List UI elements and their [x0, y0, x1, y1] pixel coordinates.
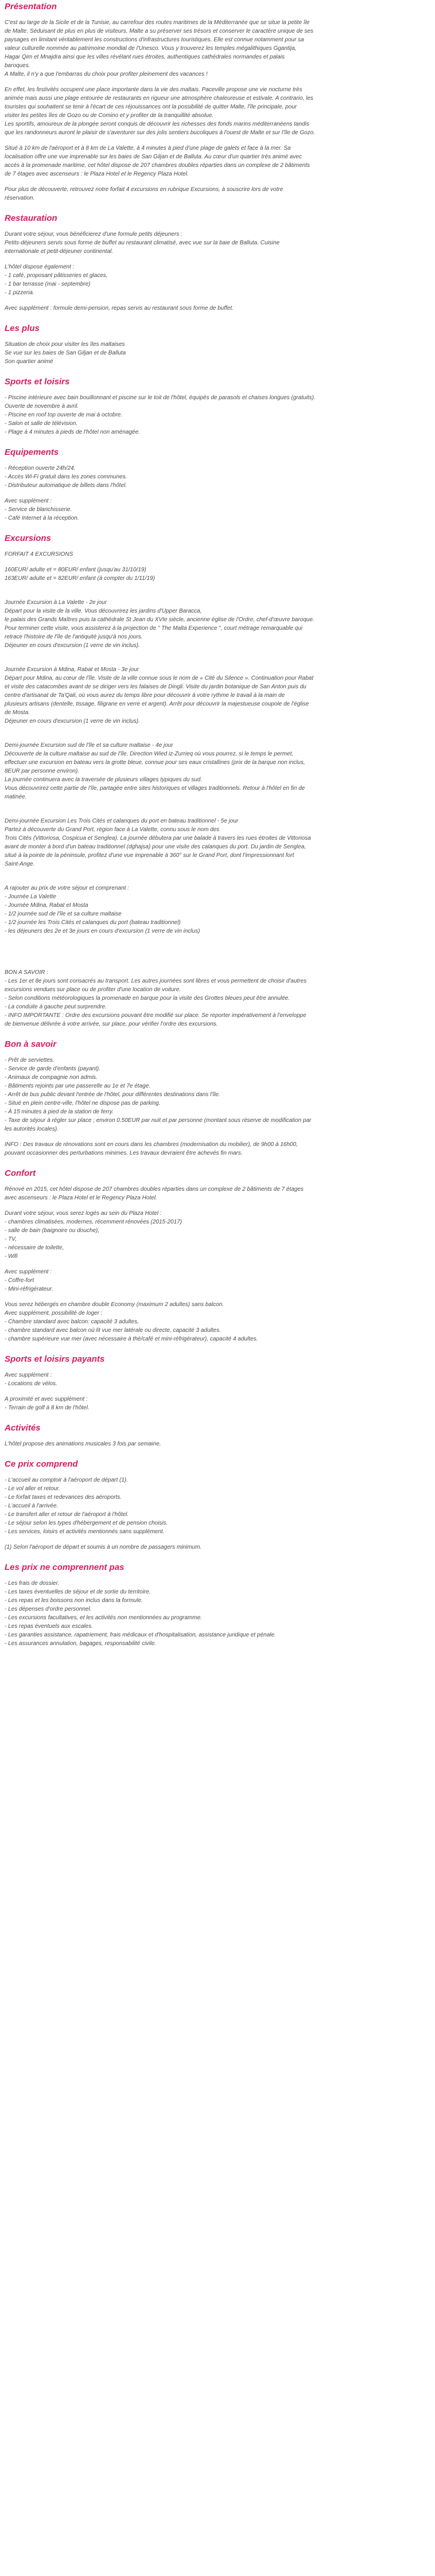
text-line: - Service de blanchisserie. — [5, 506, 72, 513]
paragraph — [5, 875, 429, 936]
text-line: et visite des catacombes avant de se diriger vers les falaises de Dingli. Visite du jardin botanique de San Anton puis du — [5, 684, 306, 690]
text-line: 8EUR par personne environ). — [5, 768, 80, 774]
text-line: - Les 1er et 8e jours sont consacrés au transport. Les autres journées sont libres et vous permettent de choisir d'autres — [5, 978, 307, 984]
text-line: touristes qui souhaitent se tenir à l'écart de ces réjouissances ont la possibilité de quitter Malte, l'île principale, pour — [5, 104, 297, 110]
text-line: que les randonneurs auront le plaisir de s'aventurer sur des jolis sentiers bucoliques à l'ouest de Malte et sur l'île de Gozo. — [5, 130, 316, 136]
text-line: paysages en limitant véritablement les constructions d'infrastructures touristiques. Elle est connue notamment pour sa — [5, 37, 304, 43]
text-line: avec ascenseurs : le Plaza Hotel et le Regency Plaza Hotel. — [5, 1195, 157, 1201]
text-line: Déjeuner en cours d'excursion (1 verre de vin inclus). — [5, 642, 140, 649]
section-title: Ce prix comprend — [5, 1459, 78, 1469]
text-line: - Locations de vélos. — [5, 1381, 57, 1387]
text-line: - Terrain de golf à 8 km de l'hôtel. — [5, 1405, 90, 1411]
text-line: - TV, — [5, 1236, 17, 1242]
text-line: Avec supplément : — [5, 498, 52, 504]
text-line: Journée Excursion à La Valette - 2e jour — [5, 599, 107, 606]
section-title: Restauration — [5, 213, 57, 223]
text-line: - Le transfert aller et retour de l'aéroport à l'hôtel. — [5, 1511, 129, 1518]
text-line: - chambre standard avec balcon où lit vue mer latérale ou directe, capacité 3 adultes. — [5, 1327, 221, 1334]
text-line: - 1/2 journée sud de l'île et sa culture maltaise — [5, 911, 122, 917]
text-line: animée mais aussi une plage entourée de restaurants en rigueur une atmosphère chaleureuse et estivale. A contrario, les — [5, 95, 313, 102]
text-line: Situation de choix pour visiter les îles maltaises — [5, 341, 125, 348]
text-line: Déjeuner en cours d'excursion (1 verre de vin inclus). — [5, 718, 140, 724]
blank-line — [5, 657, 429, 665]
text-line: A Malte, il n'y a que l'embarras du choix pour profiter pleinement des vacances ! — [5, 71, 208, 77]
text-line: - Chambre standard avec balcon: capacité 3 adultes, — [5, 1319, 139, 1325]
text-line: - chambre supérieure vue mer (avec nécessaire à thé/café et mini-réfrigérateur), capacité 4 adultes. — [5, 1336, 258, 1342]
text-line: - Wifi — [5, 1253, 18, 1260]
section-title: Confort — [5, 1168, 36, 1178]
text-line: INFO : Des travaux de rénovations sont en cours dans les chambres (modernisation du mobilier), de 9h00 à 16h00, — [5, 1141, 298, 1148]
section-title: Sports et loisirs — [5, 377, 70, 387]
paragraph — [5, 566, 429, 583]
paragraph — [5, 1579, 429, 1648]
text-line: excursions vendues sur place ou de profiter d'une location de voiture. — [5, 987, 181, 993]
section-confort — [5, 1168, 429, 1343]
paragraph — [5, 304, 429, 313]
text-line: - salle de bain (baignoire ou douche), — [5, 1227, 100, 1234]
paragraph — [5, 1185, 429, 1202]
section-title: Sports et loisirs payants — [5, 1354, 105, 1364]
section-title: Activités — [5, 1423, 41, 1433]
section-title: Equipements — [5, 447, 59, 457]
text-line: Pour terminer cette visite, vous assisterez à la projection de " The Malta Experience ", court métrage remarquable qui — [5, 625, 303, 632]
blank-line — [5, 960, 429, 968]
section-ce-prix-comprend — [5, 1459, 429, 1552]
text-line: C'est au large de la Sicile et de la Tunisie, au carrefour des routes maritimes de la Méditerranée que se situe la petite île — [5, 20, 310, 26]
section-activites — [5, 1423, 429, 1448]
text-line: effectuer une excursion en bateau vers la grotte bleue, connue pour ses eaux cristallines (prix de la barque non inclus, — [5, 759, 305, 766]
text-line: - Bâtiments rejoints par une passerelle au 1e et 7e étage. — [5, 1083, 151, 1089]
paragraph — [5, 732, 429, 801]
paragraph — [5, 590, 429, 650]
text-line: 160EUR/ adulte et = 80EUR/ enfant (jusqu'au 31/10/19) — [5, 567, 146, 573]
text-line: - Les taxes éventuelles de séjour et de sortie du territoire. — [5, 1589, 151, 1595]
text-line: Avec supplément, possibilité de loger : — [5, 1310, 103, 1316]
text-line: - Les garanties assistance, rapatriement, frais médicaux et d'hospitalisation, assistance juridique et pénale. — [5, 1632, 276, 1638]
text-line: situé à la pointe de la péninsule, profitez d'une vue imprenable à 360° sur le Grand Port, dont l'impressionnant fort — [5, 852, 294, 859]
paragraph — [5, 1543, 429, 1552]
text-line: Les sportifs, amoureux de la plongée seront conquis de découvrir les richesses des fonds marins méditerranéens tandis — [5, 121, 309, 127]
paragraph — [5, 550, 429, 559]
text-line: En effet, les festivités occupent une place importante dans la vie des maltais. Paceville propose une vie nocturne très — [5, 87, 302, 93]
paragraph — [5, 464, 429, 490]
text-line: - Arrêt de bus public devant l'entrée de l'hôtel, pour différentes destinations dans l'île. — [5, 1092, 220, 1098]
text-line: - 1/2 journée les Trois Cités et calanques du port (bateau traditionnel) — [5, 919, 181, 926]
text-line: visiter les petites îles de Gozo ou de Comino et y profiter de la tranquillité absolue. — [5, 112, 214, 119]
text-line: Rénové en 2015, cet hôtel dispose de 207 chambres doubles réparties dans un complexe de 2 bâtiments de 7 étages — [5, 1186, 304, 1192]
paragraph — [5, 1476, 429, 1536]
text-line: - INFO IMPORTANTE : Ordre des excursions pouvant être modifié sur place. Se reporter impérativement à l'enveloppe — [5, 1012, 306, 1019]
text-line: Son quartier animé — [5, 358, 53, 365]
paragraph — [5, 1056, 429, 1133]
text-line: BON A SAVOIR : — [5, 969, 48, 976]
text-line: Vous découvrirez cette partie de l'île, partagée entre sites historiques et villages traditionnels. Retour à l'hôtel en fin de — [5, 785, 305, 792]
text-line: - Prêt de serviettes. — [5, 1057, 55, 1063]
section-sports-et-loisirs-payants — [5, 1354, 429, 1412]
text-line: FORFAIT 4 EXCURSIONS — [5, 551, 73, 558]
text-line: Durant votre séjour, vous serez logés au sein du Plaza Hotel : — [5, 1210, 162, 1217]
text-line: - les déjeuners des 2e et 3e jours en cours d'excursion (1 verre de vin inclus) — [5, 928, 200, 934]
text-line: Demi-journée Excursion Les Trois Cités et calanques du port en bateau traditionnel - 5e jour — [5, 818, 239, 824]
text-line: - 1 pizzeria. — [5, 290, 34, 296]
text-line: accès à la promenade maritime, cet hôtel dispose de 207 chambres doubles réparties dans un complexe de 2 bâtiments — [5, 162, 310, 169]
text-line: Se vue sur les baies de San Giljan et de Balluta — [5, 350, 126, 356]
paragraph — [5, 1371, 429, 1388]
text-line: localisation offre une vue imprenable sur les baies de San Giljan et de Balluta. Au cœur d'un quartier très animé avec — [5, 154, 302, 160]
text-line: Découverte de la culture maltaise au sud de l'île. Direction Wied iz-Zurrieq où vous pourrez, si le temps le permet, — [5, 751, 294, 757]
text-line: Demi-journée Excursion sud de l'île et sa culture maltaise - 4e jour — [5, 742, 173, 749]
section-bon-a-savoir — [5, 1039, 429, 1158]
text-line: réservation. — [5, 195, 35, 201]
text-line: - Journée Mdina, Rabat et Mosta — [5, 902, 88, 909]
text-line: - Mini-réfrigérateur. — [5, 1286, 53, 1292]
text-line: Situé à 10 km de l'aéroport et à 8 km de La Valette, à 4 minutes à pied d'une plage de galets et face à la mer. Sa — [5, 145, 291, 151]
text-line: - Plage à 4 minutes à pieds de l'hôtel non aménagée. — [5, 429, 140, 435]
text-line: Trois Cités (Vittoriosa, Cospicua et Senglea). La journée débutera par une balade à travers les rues étroites de Vittoriosa — [5, 835, 311, 841]
text-line: - Coffre-fort — [5, 1277, 34, 1284]
text-line: - Piscine en roof top ouverte de mai à octobre. — [5, 412, 123, 418]
text-line: Avec supplément : — [5, 1372, 52, 1378]
text-line: retrace l'histoire de l'île de l'antiquité jusqu'à nos jours. — [5, 634, 143, 640]
paragraph — [5, 808, 429, 868]
text-line: L'hôtel dispose également : — [5, 264, 75, 270]
text-line: Journée Excursion à Mdina, Rabat et Mosta - 3e jour — [5, 667, 139, 673]
text-line: centre d'artisanat de Ta'Qali, où vous aurez du temps libre pour découvrir à votre rythme le travail à la main de — [5, 692, 285, 699]
section-title: Les plus — [5, 324, 40, 333]
text-line: - Les repas éventuels aux escales. — [5, 1623, 93, 1630]
section-les-plus — [5, 323, 429, 366]
paragraph — [5, 18, 429, 79]
text-line: - Accès Wi-Fi gratuit dans les zones communes. — [5, 474, 127, 480]
paragraph — [5, 497, 429, 523]
text-line: les autorités locales). — [5, 1126, 59, 1132]
text-line: - Situé en plein centre-ville, l'hôtel ne dispose pas de parking. — [5, 1100, 161, 1106]
text-line: - Les dépenses d'ordre personnel. — [5, 1606, 92, 1612]
text-line: Vous serez hébergés en chambre double Economy (maximum 2 adultes) sans balcon. — [5, 1301, 224, 1308]
paragraph — [5, 1440, 429, 1448]
text-line: (1) Selon l'aéroport de départ et soumis à un nombre de passagers minimum. — [5, 1544, 202, 1550]
text-line: - Les assurances annulation, bagages, responsabilité civile. — [5, 1640, 157, 1647]
text-line: - À 15 minutes à pied de la station de ferry. — [5, 1109, 114, 1115]
text-line: Avec supplément : formule demi-pension, repas servis au restaurant sous forme de buffet. — [5, 305, 234, 311]
text-line: de Mosta. — [5, 710, 30, 716]
text-line: - Journée La Valette — [5, 894, 56, 900]
section-title: Présentation — [5, 2, 57, 11]
text-line: - 1 café, proposant pâtisseries et glaces, — [5, 272, 108, 279]
text-line: - Salon et salle de télévision. — [5, 420, 78, 427]
text-line: - Les excursions facultatives, et les activités non mentionnées au programme. — [5, 1615, 203, 1621]
blank-line — [5, 942, 429, 951]
paragraph — [5, 1209, 429, 1261]
text-line: plusieurs artisans (dentelle, tissage, filigrane en verre et argent). Arrêt pour découvrir la majestueuse coupole de l'église — [5, 701, 309, 707]
text-line: A rajouter au prix de votre séjour et comprenant : — [5, 885, 129, 891]
text-line: de Malte. Séduisant de plus en plus de visiteurs, Malte a su préserver ses trésors et conserver le caractère unique de ses — [5, 28, 314, 34]
blank-line — [5, 808, 429, 817]
text-line: - chambres climatisées, modernes, récemment rénovées (2015-2017) — [5, 1219, 182, 1225]
text-line: - 1 bar terrasse (mai - septembre) — [5, 281, 91, 287]
text-line: - Piscine intérieure avec bain bouillonnant et piscine sur le toit de l'hôtel, équipés de parasols et chaises longues (gratuits). — [5, 395, 316, 401]
text-line: - Les repas et les boissons non inclus dans la formule. — [5, 1597, 143, 1604]
text-line: - Taxe de séjour à régler sur place ; environ 0.50EUR par nuit et par personne (montant sous réserve de modification par — [5, 1117, 312, 1124]
section-equipements — [5, 447, 429, 523]
paragraph — [5, 230, 429, 256]
text-line: Hagar Qim et Mnajdra ainsi que les villes révélant rues étroites, authentiques cathédrales normandes et palais — [5, 54, 285, 60]
text-line: Départ pour Mdina, au cœur de l'île. Visite de la ville connue sous le nom de « Cité du Silence ». Continuation pour Rabat — [5, 675, 314, 681]
paragraph — [5, 1268, 429, 1293]
text-line: - Animaux de compagnie non admis. — [5, 1074, 98, 1081]
text-line: - Le forfait taxes et redevances des aéroports. — [5, 1494, 122, 1501]
text-line: - L'accueil au comptoir à l'aéroport de départ (1). — [5, 1477, 129, 1483]
section-title: Les prix ne comprennent pas — [5, 1562, 125, 1572]
section-excursions — [5, 533, 429, 1028]
text-line: Avec supplément : — [5, 1269, 52, 1275]
text-line: - La conduite à gauche peut surprendre. — [5, 1004, 107, 1010]
text-line: - Les frais de dossier. — [5, 1580, 60, 1587]
text-line: 163EUR/ adulte et = 82EUR/ enfant (à compter du 1/11/19) — [5, 575, 155, 582]
text-line: avant de monter à bord d'un bateau traditionnel (dghajsa) pour une visite des calanques du port. Du jardin de Senglea, — [5, 844, 306, 850]
paragraph — [5, 1300, 429, 1343]
paragraph — [5, 340, 429, 366]
text-line: Saint-Ange. — [5, 861, 35, 867]
text-line: - Selon conditions météorologiques la promenade en barque pour la visite des Grottes bleues peut être annulée. — [5, 995, 290, 1001]
section-sports-et-loisirs — [5, 376, 429, 437]
paragraph — [5, 263, 429, 297]
text-line: - Le séjour selon les types d'hébergement et de pension choisis. — [5, 1520, 168, 1526]
text-line: Départ pour la visite de la ville. Vous découvrirez les jardins d'Upper Baracca, — [5, 608, 202, 614]
text-line: - Le vol aller et retour. — [5, 1486, 60, 1492]
text-line: - Café Internet à la réception. — [5, 515, 79, 521]
blank-line — [5, 732, 429, 741]
text-line: matinée. — [5, 794, 27, 800]
blank-line — [5, 951, 429, 960]
text-line: Ouverte de novembre à avril. — [5, 403, 79, 410]
text-line: A proximité et avec supplément : — [5, 1396, 88, 1402]
section-title: Excursions — [5, 533, 51, 543]
section-restauration — [5, 213, 429, 313]
text-line: Pour plus de découverte, retrouvez notre forfait 4 excursions en rubrique Excursions, à souscrire lors de votre — [5, 186, 283, 193]
text-line: Partez à découverte du Grand Port, région face à La Valette, connu sous le nom des — [5, 827, 220, 833]
blank-line — [5, 590, 429, 598]
paragraph — [5, 1395, 429, 1412]
paragraph — [5, 942, 429, 1028]
text-line: - Les services, loisirs et activités mentionnés sans supplément. — [5, 1529, 165, 1535]
text-line: valeur culturelle nommée au patrimoine mondial de l'Unesco. Vous y trouverez les temples mégalithiques Ggantija, — [5, 45, 297, 52]
page-content — [0, 1, 434, 1648]
text-line: L'hôtel propose des animations musicales 3 fois par semaine. — [5, 1441, 161, 1447]
blank-line — [5, 875, 429, 884]
text-line: internationale et petit-déjeuner continental. — [5, 248, 114, 255]
section-presentation — [5, 1, 429, 202]
text-line: - Service de garde d'enfants (payant). — [5, 1066, 101, 1072]
text-line: pouvant occasionner des perturbations minimes. Les travaux devraient être achevés fin mars. — [5, 1150, 243, 1156]
text-line: Durant votre séjour, vous bénéficierez d'une formule petits déjeuners : — [5, 231, 182, 237]
text-line: - Distributeur automatique de billets dans l'hôtel. — [5, 482, 127, 489]
paragraph — [5, 85, 429, 137]
section-les-prix-ne-comprennent-pas — [5, 1562, 429, 1648]
text-line: La journée continuera avec la traversée de plusieurs villages typiques du sud. — [5, 777, 203, 783]
text-line: de bienvenue délivrée à votre arrivée, sur place, pour vérifier l'ordre des excursions. — [5, 1021, 218, 1027]
paragraph — [5, 1140, 429, 1158]
section-title: Bon à savoir — [5, 1039, 57, 1049]
text-line: - L'accueil à l'arrivée. — [5, 1503, 59, 1509]
text-line: de 7 étages avec ascenseurs : le Plaza Hotel et le Regency Plaza Hotel. — [5, 171, 189, 177]
paragraph — [5, 144, 429, 178]
text-line: le palais des Grands Maîtres puis la cathédrale St Jean du XVIe siècle, ancienne église de l'Ordre, chef-d'œuvre baroque. — [5, 617, 314, 623]
text-line: - nécessaire de toilette, — [5, 1245, 64, 1251]
text-line: baroques. — [5, 63, 30, 69]
paragraph — [5, 657, 429, 726]
text-line: Petits-déjeuners servis sous forme de buffet au restaurant climatisé, avec vue sur la baie de Balluta. Cuisine — [5, 240, 280, 246]
text-line: - Réception ouverte 24h/24. — [5, 465, 76, 471]
paragraph — [5, 185, 429, 202]
paragraph — [5, 393, 429, 437]
